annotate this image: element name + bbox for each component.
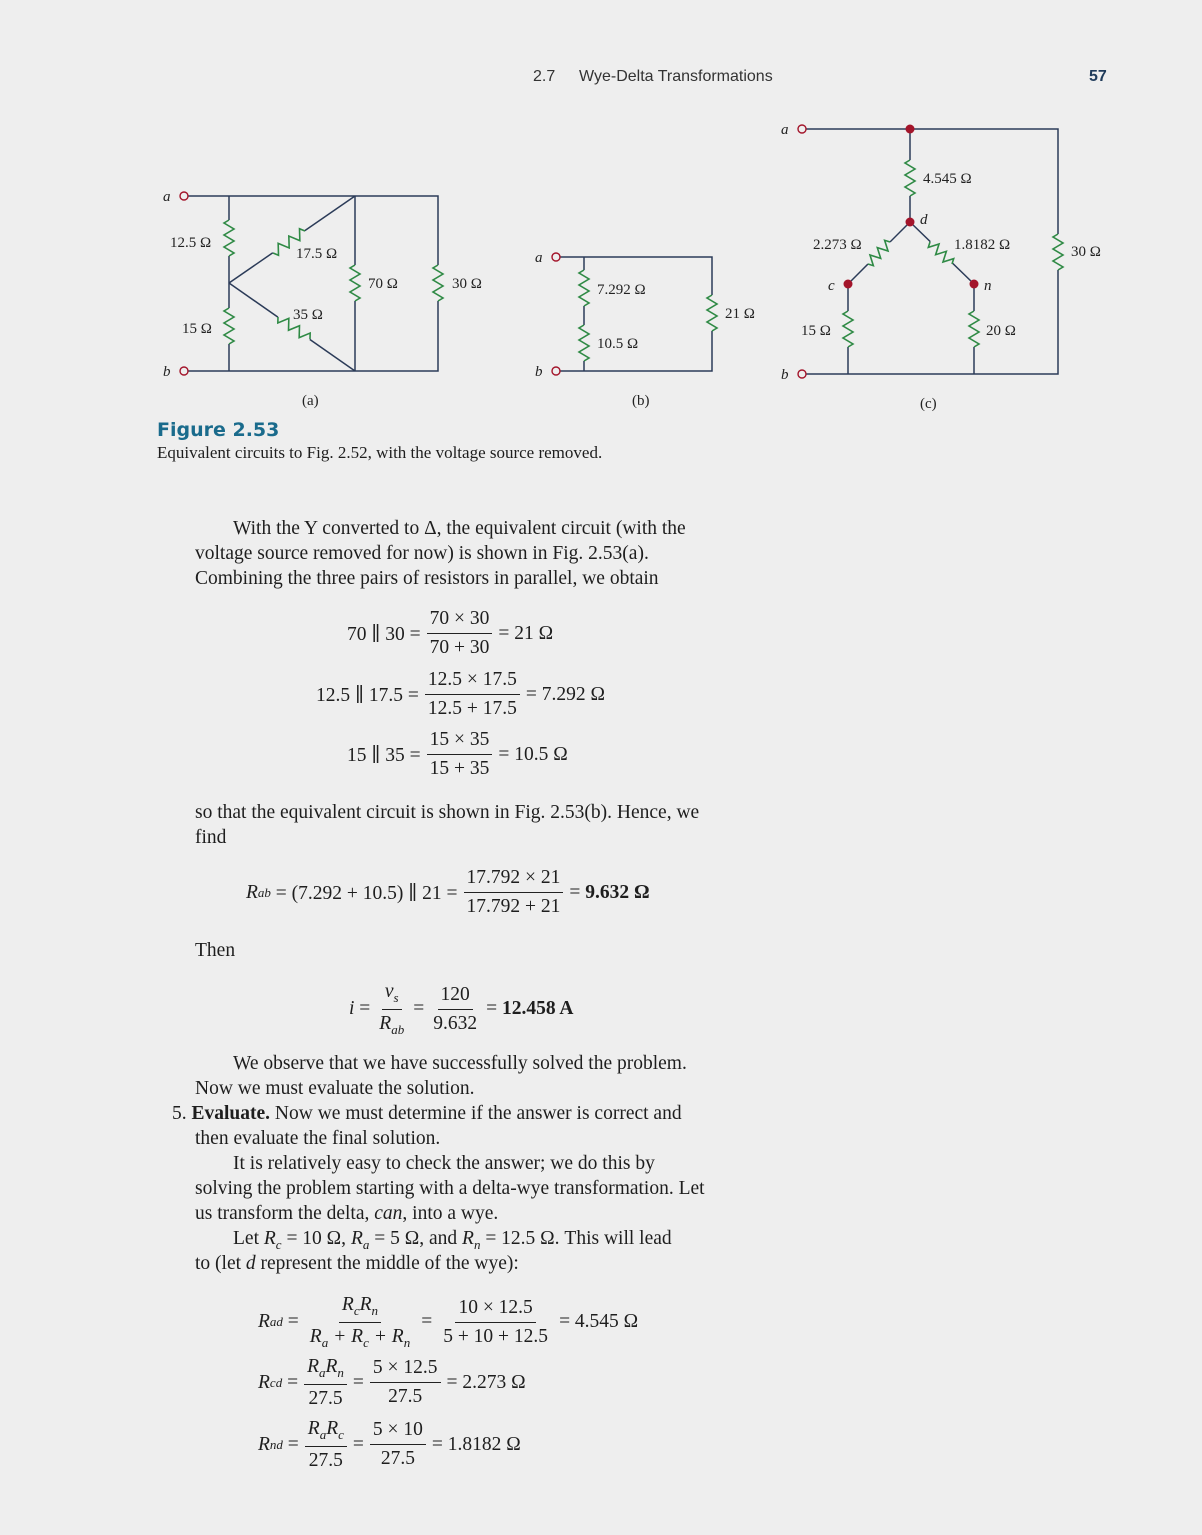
eq-symbol: R — [246, 881, 258, 903]
terminal-a — [798, 125, 806, 133]
text: , into a wye. — [402, 1203, 499, 1224]
label-r: 20 Ω — [986, 323, 1016, 339]
paragraph-line: voltage source removed for now) is shown in Fig. 2.53(a). — [195, 543, 649, 564]
resistor-30a — [433, 265, 443, 301]
equation-parallel-2 — [316, 669, 605, 720]
paragraph-line: Combining the three pairs of resistors in parallel, we obtain — [195, 568, 659, 589]
eq-result: 12.458 A — [501, 998, 574, 1020]
equation-current — [349, 981, 573, 1038]
page-number: 57 — [1089, 68, 1107, 85]
section-number: 2.7 — [533, 68, 556, 85]
eq-num: $R_cR_n$ — [339, 1294, 381, 1323]
eq-sub: a — [362, 1236, 370, 1252]
label-b: b — [163, 364, 171, 380]
resistor-15 — [224, 308, 234, 344]
paragraph-line: It is relatively easy to check the answer; we do this by — [233, 1153, 655, 1174]
eq-symbol: R — [350, 1228, 363, 1249]
label-r: 15 Ω — [182, 321, 212, 337]
eq-symbol: v — [384, 981, 394, 1002]
paragraph-line — [195, 1251, 519, 1276]
terminal-a — [180, 192, 188, 200]
label-a: a — [535, 250, 543, 266]
text: Let — [233, 1228, 264, 1249]
node — [906, 125, 915, 134]
eq-symbol: R — [258, 1433, 270, 1455]
eq-result: = 4.545 Ω — [559, 1311, 639, 1333]
eq-symbol: R — [258, 1371, 270, 1393]
eq-num: 17.792 × 21 — [464, 867, 564, 893]
step-text: Now we must determine if the answer is correct and — [274, 1103, 682, 1124]
step-5-line — [172, 1101, 682, 1126]
eq-sub: ab — [257, 884, 271, 900]
eq-rhs: = 10.5 Ω — [498, 743, 568, 765]
label-n: n — [984, 278, 992, 294]
eq-text: = — [486, 998, 498, 1020]
eq-symbol: R — [379, 1012, 392, 1034]
eq-result: = 2.273 Ω — [446, 1371, 526, 1393]
eq-num: 120 — [438, 984, 473, 1010]
text: = 10 Ω, — [281, 1228, 351, 1249]
resistor-12-5 — [224, 220, 234, 256]
eq-num: $R_aR_c$ — [305, 1418, 347, 1447]
eq-den: 9.632 — [433, 1012, 478, 1034]
resistor-15c — [843, 311, 853, 347]
paragraph-line: Now we must evaluate the solution. — [195, 1078, 475, 1099]
resistor-4-545 — [905, 160, 915, 196]
figure-caption: Equivalent circuits to Fig. 2.52, with the voltage source removed. — [157, 443, 603, 462]
eq-lhs: 15 ∥ 35 = — [347, 744, 421, 766]
text: can — [374, 1203, 403, 1224]
text: = 5 Ω, and — [369, 1228, 463, 1249]
equation-rad: R ad = $\frac{R_cR_n}{R_a + R_c + R_n}$ = $\frac{10 \times 12.5}{5 + 10 + 12.5}$ = 4.545 Ω — [258, 1294, 639, 1350]
eq-den: 12.5 + 17.5 — [427, 698, 517, 719]
eq-den: 27.5 — [388, 1386, 423, 1408]
eq-text: = — [413, 998, 425, 1020]
label-r: 35 Ω — [293, 307, 323, 323]
text: d — [245, 1253, 256, 1274]
eq-sub: c — [275, 1236, 282, 1252]
label-a: a — [781, 122, 789, 138]
equation-parallel-3 — [347, 729, 568, 780]
label-d: d — [920, 212, 928, 228]
eq-den: 5 + 10 + 12.5 — [443, 1325, 549, 1347]
eq-num: 5 × 10 — [370, 1419, 426, 1445]
eq-sub: ad — [269, 1314, 283, 1330]
eq-symbol: R — [258, 1311, 270, 1333]
equation-rnd: R nd = $\frac{R_aR_c}{27.5}$ = $\frac{5 \times 10}{27.5}$ = 1.8182 Ω — [258, 1418, 521, 1471]
node-c — [844, 280, 853, 289]
resistor-70 — [350, 265, 360, 301]
text: = 12.5 Ω. This will lead — [480, 1228, 672, 1249]
section-title: Wye-Delta Transformations — [579, 68, 773, 85]
resistor-30c — [1053, 234, 1063, 270]
eq-lhs: 70 ∥ 30 = — [347, 623, 421, 645]
label-r: 2.273 Ω — [813, 237, 862, 253]
figure-2-53-circuits — [0, 0, 1202, 420]
label-b: b — [781, 367, 789, 383]
eq-num: 5 × 12.5 — [370, 1357, 441, 1383]
eq-num: $R_aR_n$ — [304, 1356, 347, 1385]
eq-symbol: i — [349, 998, 355, 1020]
paragraph-line: so that the equivalent circuit is shown in Fig. 2.53(b). Hence, we — [195, 802, 700, 823]
then-text: Then — [195, 940, 236, 961]
terminal-b — [552, 367, 560, 375]
paragraph-line — [195, 1201, 498, 1226]
eq-den: 27.5 — [308, 1449, 343, 1471]
label-r: 30 Ω — [452, 276, 482, 292]
label-r: 1.8182 Ω — [954, 237, 1011, 253]
node-d — [906, 218, 915, 227]
eq-den: 27.5 — [380, 1448, 415, 1470]
equation-rcd: R cd = $\frac{R_aR_n}{27.5}$ = $\frac{5 \times 12.5}{27.5}$ = 2.273 Ω — [258, 1356, 526, 1409]
eq-sub: n — [473, 1236, 481, 1252]
paragraph-line: find — [195, 827, 227, 848]
label-r: 70 Ω — [368, 276, 398, 292]
terminal-b — [798, 370, 806, 378]
eq-num: 12.5 × 17.5 — [425, 669, 520, 695]
eq-sub: nd — [269, 1436, 283, 1452]
equation-parallel-1 — [347, 608, 553, 659]
paragraph-line: then evaluate the final solution. — [195, 1128, 441, 1149]
eq-den: 70 + 30 — [429, 637, 490, 658]
eq-text: = — [359, 998, 371, 1020]
label-r: 7.292 Ω — [597, 282, 646, 298]
resistor-20 — [969, 311, 979, 347]
eq-sub: cd — [269, 1374, 283, 1390]
eq-den: $R_a + R_c + R_n$ — [309, 1325, 411, 1350]
label-r: 10.5 Ω — [597, 336, 639, 352]
resistor-21 — [707, 295, 717, 331]
label-r: 4.545 Ω — [923, 171, 972, 187]
label-r: 17.5 Ω — [296, 246, 338, 262]
eq-rhs: = 21 Ω — [498, 622, 554, 644]
step-heading: Evaluate. — [191, 1103, 271, 1124]
text: represent the middle of the wye): — [255, 1253, 519, 1274]
eq-text: = — [569, 881, 581, 903]
eq-den: 17.792 + 21 — [466, 896, 561, 917]
text: us transform the delta, — [195, 1203, 375, 1224]
eq-result: = 1.8182 Ω — [431, 1433, 521, 1455]
label-r: 30 Ω — [1071, 244, 1101, 260]
label-r: 15 Ω — [801, 323, 831, 339]
label-r: 21 Ω — [725, 306, 755, 322]
step-number: 5. — [172, 1103, 187, 1124]
eq-num: 15 × 35 — [427, 729, 493, 755]
terminal-a — [552, 253, 560, 261]
eq-num: 10 × 12.5 — [455, 1297, 535, 1323]
eq-lhs: 12.5 ∥ 17.5 = — [316, 684, 419, 706]
terminal-b — [180, 367, 188, 375]
eq-symbol: R — [263, 1228, 276, 1249]
label-r: 12.5 Ω — [170, 235, 212, 251]
paragraph-line: We observe that we have successfully solved the problem. — [233, 1053, 687, 1074]
eq-rhs: = 7.292 Ω — [525, 683, 606, 705]
eq-sub: ab — [391, 1021, 405, 1037]
paragraph-line: With the Y converted to Δ, the equivalent circuit (with the — [233, 518, 686, 539]
label-a: a — [163, 189, 171, 205]
eq-text: = (7.292 + 10.5) ∥ 21 = — [275, 882, 458, 904]
eq-result: 9.632 Ω — [585, 881, 650, 903]
subfigure-label: (c) — [920, 396, 937, 412]
eq-num: 70 × 30 — [427, 608, 493, 634]
subfigure-label: (a) — [302, 393, 319, 409]
text: to (let — [195, 1253, 246, 1274]
subfigure-label: (b) — [632, 393, 650, 409]
paragraph-line: solving the problem starting with a delta-wye transformation. Let — [195, 1178, 705, 1199]
equation-rab — [246, 867, 650, 918]
label-b: b — [535, 364, 543, 380]
eq-den: 15 + 35 — [429, 758, 490, 779]
label-c: c — [828, 278, 835, 294]
eq-sub: s — [393, 989, 399, 1005]
eq-symbol: R — [462, 1228, 474, 1249]
resistor-10-5 — [579, 325, 589, 361]
resistor-7-292 — [579, 270, 589, 306]
figure-title: Figure 2.53 — [157, 419, 280, 441]
node-n — [970, 280, 979, 289]
eq-den: 27.5 — [308, 1387, 343, 1409]
